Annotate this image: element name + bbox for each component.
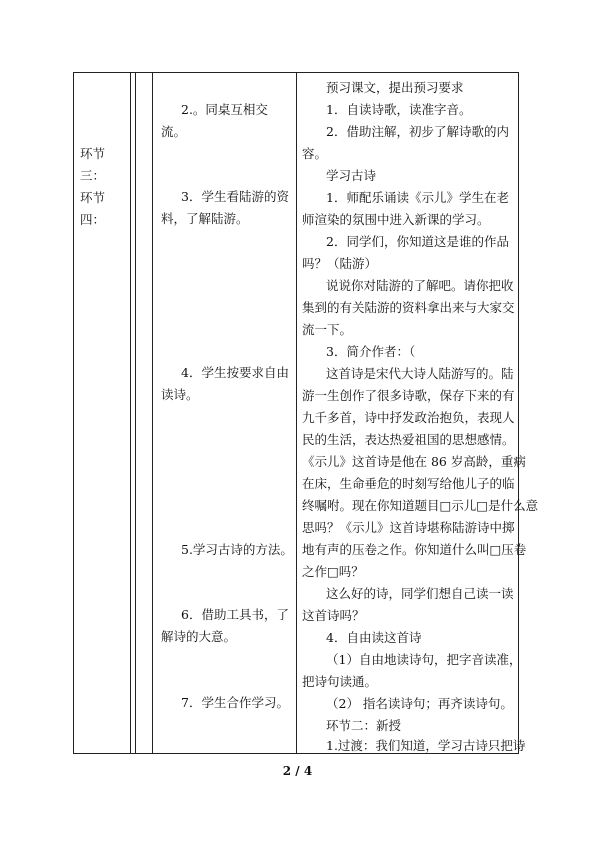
content-line: 这首诗吗？ <box>302 608 365 623</box>
lesson-table <box>73 72 539 754</box>
student-activity-line: 2.。同桌互相交 <box>181 102 268 117</box>
content-line: 预习课文，提出预习要求 <box>326 80 464 95</box>
content-line: 环节二：新授 <box>326 718 402 733</box>
content-line: 吗？（陆游） <box>302 256 378 271</box>
content-line: 这么好的诗，同学们想自己读一读 <box>326 586 514 601</box>
student-activity-line: 读诗。 <box>161 387 199 402</box>
student-activity-line: 5.学习古诗的方法。 <box>181 542 293 557</box>
page-number: 2 / 4 <box>282 764 313 778</box>
content-line: 把诗句读通。 <box>302 674 378 689</box>
student-activity-line: 6．借助工具书，了 <box>181 607 289 622</box>
content-line: 之作□吗？ <box>302 564 364 579</box>
table-divider <box>152 73 153 753</box>
table-divider <box>130 73 131 753</box>
content-line: 集到的有关陆游的资料拿出来与大家交 <box>302 300 515 315</box>
student-activity-column <box>155 73 296 753</box>
content-line: 师渲染的氛围中进入新课的学习。 <box>302 212 490 227</box>
content-line: 在床，生命垂危的时刻写给他儿子的临 <box>302 476 515 491</box>
content-line: 民的生活，表达热爱祖国的思想感情。 <box>302 432 515 447</box>
content-line: 《示儿》这首诗是他在 86 岁高龄，重病 <box>302 454 526 469</box>
content-line: 3．简介作者：（ <box>326 344 416 359</box>
teacher-content-column <box>296 73 539 753</box>
student-activity-line: 解诗的大意。 <box>161 629 237 644</box>
content-line: 地有声的压卷之作。你知道什么叫□压卷 <box>302 542 527 557</box>
content-line: 2．同学们，你知道这是谁的作品 <box>326 234 509 249</box>
student-activity-line: 7．学生合作学习。 <box>181 695 289 710</box>
content-line: 1.过渡：我们知道，学习古诗只把诗 <box>326 738 526 753</box>
stage-label-line: 环节 <box>80 146 106 161</box>
student-activity-line: 料，了解陆游。 <box>161 211 249 226</box>
content-line: 2．借助注解，初步了解诗歌的内 <box>326 124 509 139</box>
stage-label-line: 环节 <box>80 190 106 205</box>
content-line: （1）自由地读诗句，把字音读准， <box>326 652 522 667</box>
stage-label-line: 四： <box>80 212 106 227</box>
content-line: 1．师配乐诵读《示儿》学生在老 <box>326 190 509 205</box>
content-line: 这首诗是宋代大诗人陆游写的。陆 <box>326 366 514 381</box>
content-line: 说说你对陆游的了解吧。请你把收 <box>326 278 514 293</box>
table-divider <box>135 73 136 753</box>
content-line: 九千多首，诗中抒发政治抱负，表现人 <box>302 410 515 425</box>
stage-label-line: 三： <box>80 168 106 183</box>
content-line: （2） 指名读诗句；再齐读诗句。 <box>326 696 513 711</box>
content-line: 1．自读诗歌，读准字音。 <box>326 102 472 117</box>
student-activity-line: 3．学生看陆游的资 <box>181 189 289 204</box>
stage-label-column <box>74 73 130 753</box>
content-line: 4．自由读这首诗 <box>326 630 422 645</box>
student-activity-line: 4．学生按要求自由 <box>181 365 289 380</box>
content-line: 流一下。 <box>302 322 353 337</box>
content-line: 容。 <box>302 146 328 161</box>
content-line: 学习古诗 <box>326 168 377 183</box>
student-activity-line: 流。 <box>161 124 187 139</box>
content-line: 游一生创作了很多诗歌，保存下来的有 <box>302 388 515 403</box>
content-line: 终嘱咐。现在你知道题目□示儿□是什么意 <box>302 498 539 513</box>
content-line: 思吗？《示儿》这首诗堪称陆游诗中掷 <box>302 520 515 535</box>
